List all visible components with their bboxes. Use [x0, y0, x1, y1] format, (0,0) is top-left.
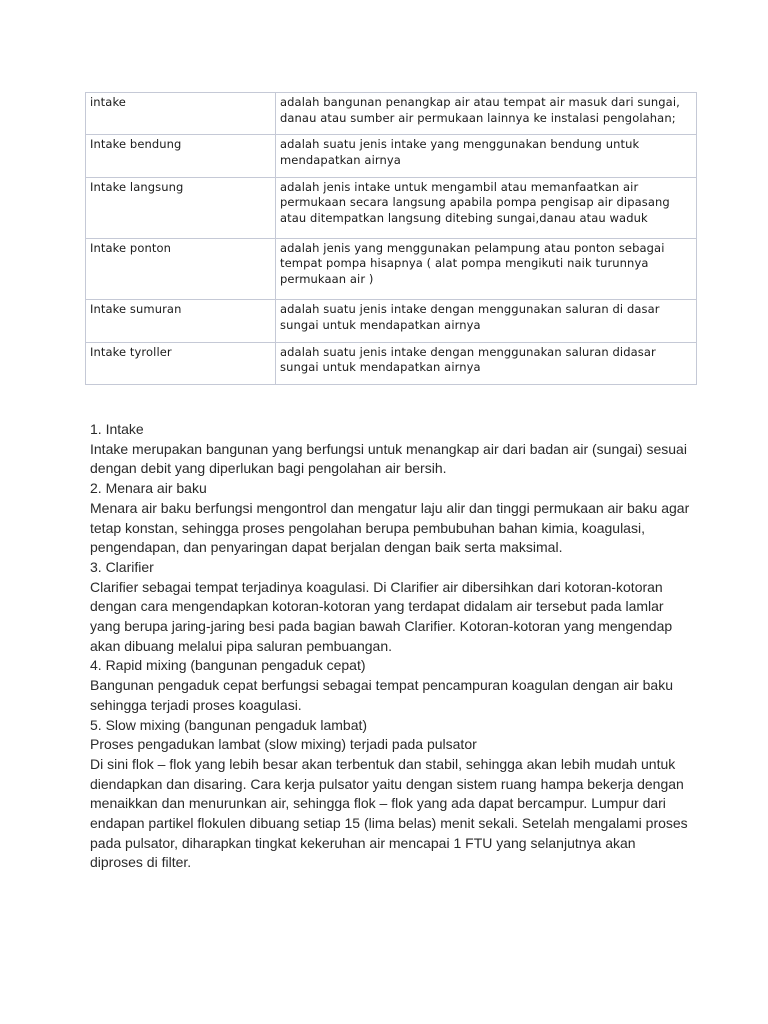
section-paragraph: Di sini flok – flok yang lebih besar akan terbentuk dan stabil, sehingga akan lebih mudah untuk diendapkan dan disaring. Cara kerja pulsator yaitu dengan sistem ruang hampa bekerja dengan menaikkan dan menurunkan air, sehingga flok – flok yang ada dapat bercampur. Lumpur dari endapan partikel flokulen dibuang setiap 15 (lima belas) menit sekali. Setelah mengalami proses pada pulsator, diharapkan tingkat kekeruhan air mencapai 1 FTU yang selanjutnya akan diproses di filter.	[90, 755, 688, 871]
section-heading: 2. Menara air baku	[90, 480, 207, 497]
definition-cell: adalah suatu jenis intake dengan menggunakan saluran di dasar sungai untuk mendapatkan airnya	[276, 300, 697, 342]
definition-cell: adalah jenis yang menggunakan pelampung atau ponton sebagai tempat pompa hisapnya ( alat pompa mengikuti naik turunnya permukaan air )	[276, 238, 697, 299]
term-cell: Intake ponton	[86, 238, 276, 299]
term-cell: Intake sumuran	[86, 300, 276, 342]
section-heading: 4. Rapid mixing (bangunan pengaduk cepat)	[90, 657, 366, 674]
section-heading: 1. Intake	[90, 421, 144, 437]
section-heading: 5. Slow mixing (bangunan pengaduk lambat)	[90, 716, 368, 733]
table-row	[86, 300, 697, 342]
term-cell: Intake langsung	[86, 177, 276, 238]
table-row	[86, 135, 697, 177]
section-paragraph: Menara air baku berfungsi mengontrol dan mengatur laju alir dan tinggi permukaan air baku agar tetap konstan, sehingga proses pengolahan berupa pembubuhan bahan kimia, koagulasi, pengendapan, dan penyaringan dapat berjalan dengan baik serta maksimal.	[90, 499, 690, 556]
definitions-table	[85, 92, 697, 385]
section-paragraph: Proses pengadukan lambat (slow mixing) terjadi pada pulsator	[90, 736, 477, 753]
section-heading: 3. Clarifier	[90, 558, 154, 575]
definition-cell: adalah suatu jenis intake yang menggunakan bendung untuk mendapatkan airnya	[276, 135, 697, 177]
term-cell: intake	[86, 93, 276, 135]
table-row	[86, 342, 697, 384]
definition-cell: adalah bangunan penangkap air atau tempat air masuk dari sungai, danau atau sumber air permukaan lainnya ke instalasi pengolahan;	[276, 93, 697, 135]
definitions-table-wrapper	[85, 92, 697, 385]
term-cell: Intake tyroller	[86, 342, 276, 384]
definition-cell: adalah suatu jenis intake dengan menggunakan saluran didasar sungai untuk mendapatkan airnya	[276, 342, 697, 384]
section-paragraph: Clarifier sebagai tempat terjadinya koagulasi. Di Clarifier air dibersihkan dari kotoran-kotoran dengan cara mengendapkan kotoran-kotoran yang terdapat didalam air tersebut pada lamlar yang berupa jaring-jaring besi pada bagian bawah Clarifier. Kotoran-kotoran yang mengendap akan dibuang melalui pipa saluran pembuangan.	[90, 578, 673, 654]
definition-cell: adalah jenis intake untuk mengambil atau memanfaatkan air permukaan secara langsung apabila pompa pengisap air dipasang atau ditempatkan langsung ditebing sungai,danau atau waduk	[276, 177, 697, 238]
table-row	[86, 177, 697, 238]
table-row	[86, 93, 697, 135]
section-paragraph: Intake merupakan bangunan yang berfungsi untuk menangkap air dari badan air (sungai) sesuai dengan debit yang diperlukan bagi pengolahan air bersih.	[90, 440, 687, 477]
section-paragraph: Bangunan pengaduk cepat berfungsi sebagai tempat pencampuran koagulan dengan air baku sehingga terjadi proses koagulasi.	[90, 677, 673, 713]
table-row	[86, 238, 697, 299]
document-body	[90, 420, 690, 873]
term-cell: Intake bendung	[86, 135, 276, 177]
